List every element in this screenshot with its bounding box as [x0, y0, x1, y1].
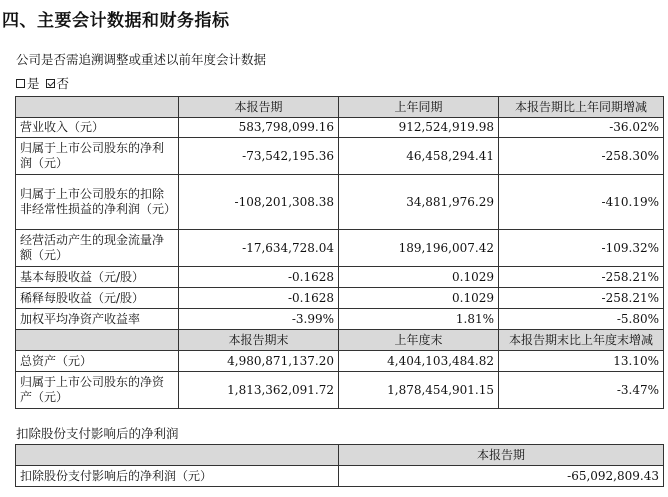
table-row: [16, 267, 664, 288]
column-header: 上年同期: [339, 97, 499, 118]
row-label: 加权平均净资产收益率: [16, 309, 179, 330]
table-cell: -3.47%: [499, 372, 664, 409]
table-row: [16, 466, 664, 487]
row-label: 扣除股份支付影响后的净利润（元）: [16, 466, 339, 487]
table-cell: 1,878,454,901.15: [339, 372, 499, 409]
section-subtitle: 扣除股份支付影响后的净利润: [16, 426, 179, 441]
key-financial-data-table: [15, 96, 664, 409]
table-cell: 34,881,976.29: [339, 175, 499, 230]
row-label: 经营活动产生的现金流量净额（元）: [16, 230, 179, 267]
row-label: 营业收入（元）: [16, 118, 179, 138]
table-cell: -258.21%: [499, 267, 664, 288]
table-cell: -258.30%: [499, 138, 664, 175]
option-no[interactable]: [46, 74, 70, 92]
header-blank-cell: [16, 97, 179, 118]
table-row: [16, 288, 664, 309]
row-label: 归属于上市公司股东的净资产（元）: [16, 372, 179, 409]
table-cell: 0.1029: [339, 288, 499, 309]
table-row: [16, 230, 664, 267]
table-row: [16, 372, 664, 409]
table-header-row: [16, 330, 664, 351]
row-label: 归属于上市公司股东的扣除非经常性损益的净利润（元）: [16, 175, 179, 230]
table-row: [16, 138, 664, 175]
table-row: [16, 175, 664, 230]
table-cell: -65,092,809.43: [339, 466, 664, 487]
row-label: 稀释每股收益（元/股）: [16, 288, 179, 309]
header-blank-cell: [16, 445, 339, 466]
table-cell: -109.32%: [499, 230, 664, 267]
row-label: 总资产（元）: [16, 351, 179, 372]
table-row: [16, 309, 664, 330]
column-header: 本报告期比上年同期增减: [499, 97, 664, 118]
table-cell: -0.1628: [179, 288, 339, 309]
table-cell: -17,634,728.04: [179, 230, 339, 267]
table-cell: 189,196,007.42: [339, 230, 499, 267]
restatement-options: [16, 74, 75, 92]
row-label: 归属于上市公司股东的净利润（元）: [16, 138, 179, 175]
share-payment-adjusted-table: [15, 444, 664, 487]
table-cell: 583,798,099.16: [179, 118, 339, 138]
column-header: 本报告期: [179, 97, 339, 118]
option-yes[interactable]: [16, 74, 40, 92]
table-row: [16, 351, 664, 372]
table-cell: 13.10%: [499, 351, 664, 372]
table-cell: 4,980,871,137.20: [179, 351, 339, 372]
table-cell: -258.21%: [499, 288, 664, 309]
checkbox-checked-icon[interactable]: [46, 79, 55, 88]
table-cell: 46,458,294.41: [339, 138, 499, 175]
table-cell: 912,524,919.98: [339, 118, 499, 138]
section-title: 四、主要会计数据和财务指标: [2, 11, 230, 31]
table-header-row: [16, 445, 664, 466]
table-cell: 1,813,362,091.72: [179, 372, 339, 409]
restatement-question: 公司是否需追溯调整或重述以前年度会计数据: [16, 52, 267, 67]
table-cell: -5.80%: [499, 309, 664, 330]
header-blank-cell: [16, 330, 179, 351]
table-cell: 1.81%: [339, 309, 499, 330]
table-cell: 4,404,103,484.82: [339, 351, 499, 372]
table-cell: -36.02%: [499, 118, 664, 138]
table-cell: 0.1029: [339, 267, 499, 288]
table-cell: -108,201,308.38: [179, 175, 339, 230]
checkbox-unchecked-icon[interactable]: [16, 79, 25, 88]
table-header-row: [16, 97, 664, 118]
table-cell: -0.1628: [179, 267, 339, 288]
table-cell: -3.99%: [179, 309, 339, 330]
table-cell: -410.19%: [499, 175, 664, 230]
column-header: 本报告期: [339, 445, 664, 466]
table-cell: -73,542,195.36: [179, 138, 339, 175]
column-header: 本报告期末: [179, 330, 339, 351]
column-header: 本报告期末比上年度末增减: [499, 330, 664, 351]
column-header: 上年度末: [339, 330, 499, 351]
row-label: 基本每股收益（元/股）: [16, 267, 179, 288]
option-no-label: 否: [56, 76, 70, 91]
table-row: [16, 118, 664, 138]
option-yes-label: 是: [27, 76, 40, 91]
